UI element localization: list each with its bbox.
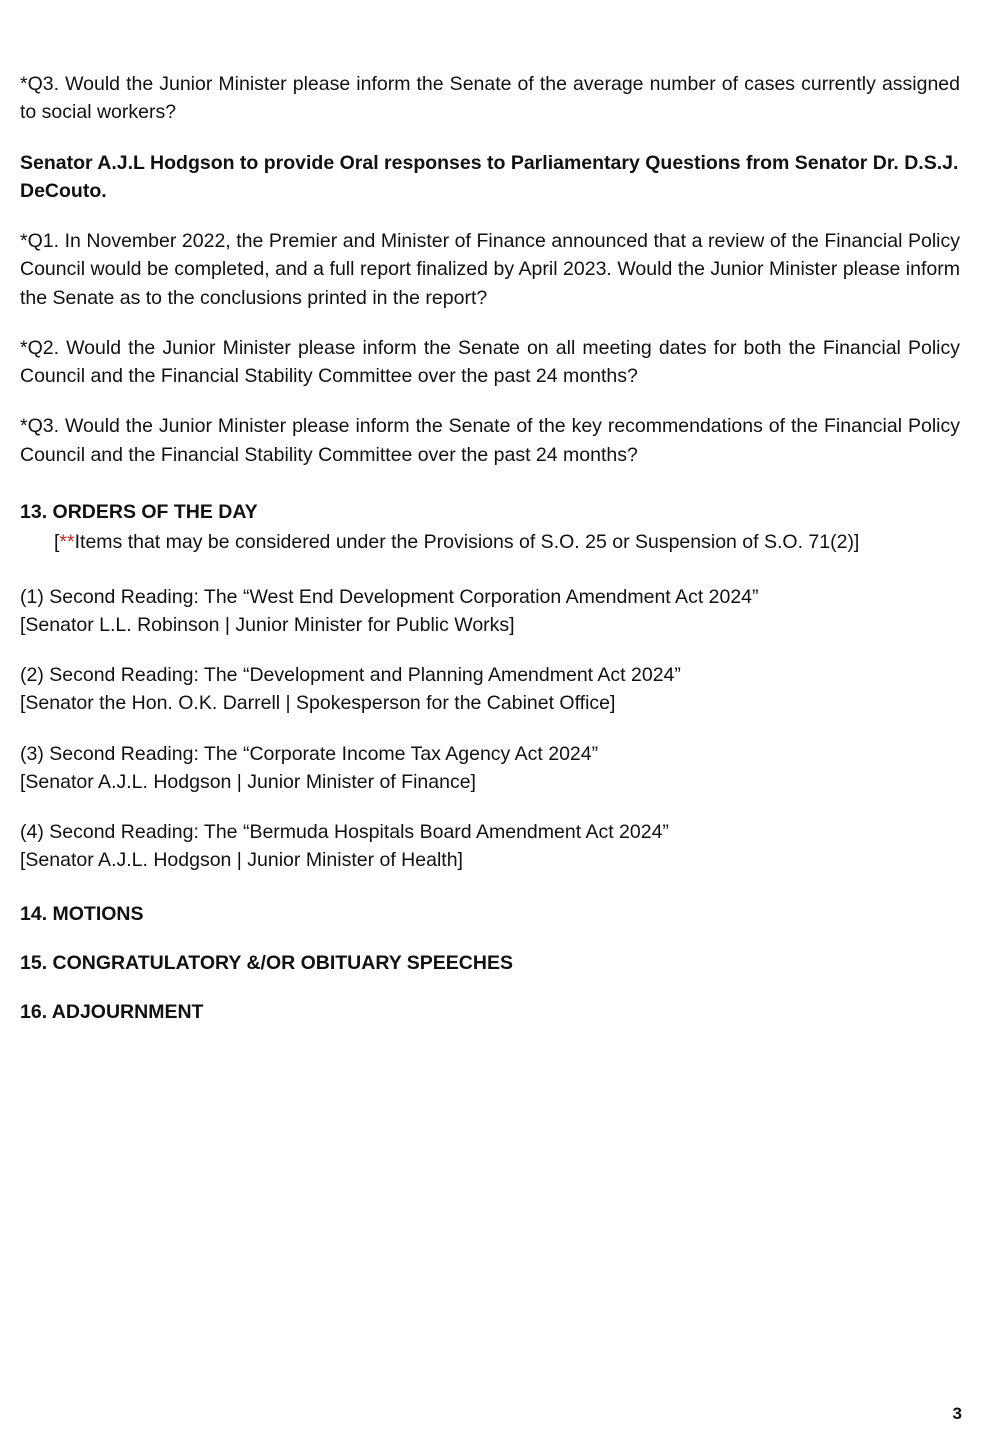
note-asterisks: ** <box>59 531 75 554</box>
order-item-1-attribution: [Senator L.L. Robinson | Junior Minister for Public Works] <box>20 613 515 636</box>
paragraph-q3-key-recommendations: *Q3. Would the Junior Minister please inform the Senate of the key recommendations of the Financial Policy Council and the Financial Stability Committee over the past 24 months? <box>20 415 960 466</box>
order-item-2 <box>20 661 960 718</box>
paragraph-q1-financial-policy-council: *Q1. In November 2022, the Premier and Minister of Finance announced that a review of the Financial Policy Council would be completed, and a full report finalized by April 2023. Would the Junior Minister please inform the Senate as to the conclusions printed in the report? <box>20 230 960 309</box>
paragraph-q3-social-workers: *Q3. Would the Junior Minister please inform the Senate of the average number of cases currently assigned to social workers? <box>20 73 960 124</box>
order-item-4 <box>20 818 960 875</box>
order-item-2-attribution: [Senator the Hon. O.K. Darrell | Spokesperson for the Cabinet Office] <box>20 692 616 715</box>
order-item-4-attribution: [Senator A.J.L. Hodgson | Junior Minister of Health] <box>20 849 463 872</box>
order-item-1 <box>20 583 960 640</box>
page-number: 3 <box>952 1404 962 1423</box>
section-congratulatory-obituary-speeches: 15. CONGRATULATORY &/OR OBITUARY SPEECHES <box>20 951 513 974</box>
section-adjournment: 16. ADJOURNMENT <box>20 1000 204 1023</box>
note-bracket-open: [ <box>54 531 60 554</box>
orders-of-the-day-note <box>20 529 960 556</box>
heading-hodgson-oral-responses: Senator A.J.L Hodgson to provide Oral responses to Parliamentary Questions from Senator Dr. D.S.J. DeCouto. <box>20 151 959 202</box>
orders-of-the-day-heading: 13. ORDERS OF THE DAY <box>20 500 258 523</box>
order-item-1-title: (1) Second Reading: The “West End Development Corporation Amendment Act 2024” <box>20 585 759 608</box>
order-item-4-title: (4) Second Reading: The “Bermuda Hospitals Board Amendment Act 2024” <box>20 821 669 844</box>
order-item-3 <box>20 740 960 797</box>
note-text: Items that may be considered under the Provisions of S.O. 25 or Suspension of S.O. 71(2)] <box>74 531 860 554</box>
order-item-2-title: (2) Second Reading: The “Development and Planning Amendment Act 2024” <box>20 664 681 687</box>
order-item-3-attribution: [Senator A.J.L. Hodgson | Junior Minister of Finance] <box>20 770 476 793</box>
order-item-3-title: (3) Second Reading: The “Corporate Income Tax Agency Act 2024” <box>20 742 599 765</box>
orders-of-the-day-section <box>20 499 960 557</box>
section-motions: 14. MOTIONS <box>20 902 144 925</box>
paragraph-q2-meeting-dates: *Q2. Would the Junior Minister please inform the Senate on all meeting dates for both the Financial Policy Council and the Financial Stability Committee over the past 24 months? <box>20 336 960 388</box>
